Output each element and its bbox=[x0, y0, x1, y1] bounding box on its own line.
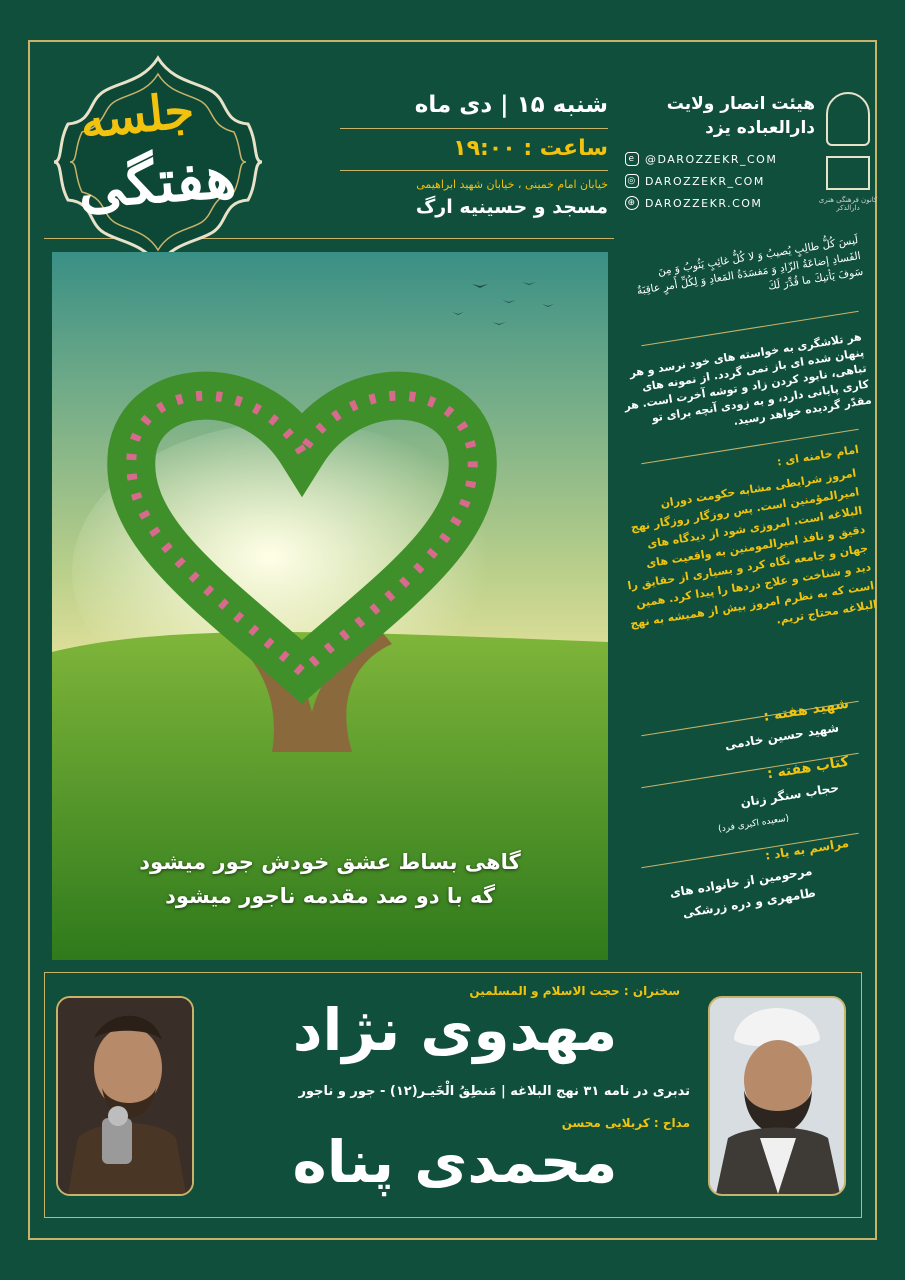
social-web[interactable] bbox=[625, 196, 815, 210]
eulogist-portrait bbox=[58, 998, 192, 1194]
event-date: شنبه ۱۵ | دی ماه bbox=[414, 92, 608, 118]
lecture-topic: تدبری در نامه ۳۱ نهج البلاغه | مَنطِقُ الْخَیـر(۱۲) - جور و ناجور bbox=[298, 1084, 690, 1099]
speaker-photo bbox=[708, 996, 846, 1196]
organization-name-line1: هیئت انصار ولایت bbox=[666, 94, 815, 114]
logo-title-line2: هفتگی bbox=[75, 142, 238, 222]
hadith-arabic: لَیسَ كُلُّ طالِبٍ یُصیبُ وَ لا كُلُّ غائِبٍ یَئُوبُ وَ مِنَ الفَسادِ إضاعَةُ الزّادِ وَ مَفسَدَةُ المَعادِ وَ لِكُلِّ أَمرٍ عاقِبَةٌ سَوفَ یَأتیكَ ما قُدِّرَ لَكَ bbox=[636, 234, 865, 298]
speaker-title: سخنران : حجت الاسلام و المسلمین bbox=[469, 984, 680, 998]
book-label: کتاب هفته : bbox=[765, 753, 850, 783]
memorial-label: مراسم به یاد : bbox=[764, 835, 850, 863]
seal-caption: کانون فرهنگی هنری دارالذکر bbox=[818, 196, 878, 212]
martyr-name: شهید حسین خادمی bbox=[723, 720, 840, 753]
instagram-icon: ◎ bbox=[625, 174, 639, 188]
quote-text: امروز شرایطی مشابه حکومت دوران امیرالمؤمنین است. پس روزگار روزگار نهج البلاغه است. امروزی شود از دیدگاه های دقیق و نافذ امیرالمومنین به واقعیت های جهان و جامعه نگاه کرد و بسیاری از حقایق را دید و شناخت و علاج دردها را پیدا کرد. همین است که به نظرم امروز بیش از همیشه به نهج البلاغه محتاج تریم. bbox=[626, 466, 878, 631]
organization-name bbox=[625, 92, 815, 140]
eulogist-photo bbox=[56, 996, 194, 1196]
eitaa-icon: e bbox=[625, 152, 639, 166]
organization-seal-icon bbox=[826, 92, 870, 146]
logo-title-line1: جلسه bbox=[77, 82, 197, 150]
mosque-emblem-icon bbox=[826, 156, 870, 190]
social-handle: DAROZZEKR_COM bbox=[645, 174, 765, 188]
social-eitaa[interactable] bbox=[625, 152, 815, 166]
quote-heading: امام خامنه ای : bbox=[776, 442, 860, 469]
speaker-portrait bbox=[710, 998, 844, 1194]
event-address: خیابان امام خمینی ، خیابان شهید ابراهیمی bbox=[416, 178, 608, 191]
event-venue: مسجد و حسینیه ارگ bbox=[415, 196, 608, 218]
organization-name-line2: دارالعباده یزد bbox=[705, 118, 815, 138]
memorial-text: مرحومین از خانواده های طامهری و دره زرشکی bbox=[668, 863, 817, 921]
book-author: (سعیده اکبری فرد) bbox=[717, 813, 790, 835]
martyr-label: شهید هفته : bbox=[762, 695, 850, 725]
poem-line-2: گه با دو صد مقدمه ناجور میشود bbox=[165, 884, 495, 908]
eulogist-title: مداح : کربلایی محسن bbox=[561, 1116, 690, 1130]
social-handle: DAROZZEKR.COM bbox=[645, 196, 763, 210]
event-time: ساعت : ۱۹:۰۰ bbox=[453, 136, 608, 161]
speaker-name: مهدوی نژاد bbox=[292, 996, 618, 1064]
date-separator bbox=[340, 128, 608, 129]
eulogist-name: محمدی پناه bbox=[292, 1128, 618, 1196]
social-instagram[interactable] bbox=[625, 174, 815, 188]
social-handle: @DAROZZEKR_COM bbox=[645, 152, 778, 166]
hadith-translation: هر تلاشگری به خواسته های خود نرسد و هر پنهان شده ای باز نمی گردد. از نمونه های تباهی، نابود کردن زاد و توشه آخرت است. هر کاری پایانی دارد، و به زودی آنچه برای تو مقدّر گردیده خواهد رسید. bbox=[623, 330, 873, 428]
book-title: حجاب سنگر زنان bbox=[739, 780, 840, 810]
poem-line-1: گاهی بساط عشق خودش جور میشود bbox=[139, 850, 521, 874]
time-separator bbox=[340, 170, 608, 171]
web-icon: ⊕ bbox=[625, 196, 639, 210]
